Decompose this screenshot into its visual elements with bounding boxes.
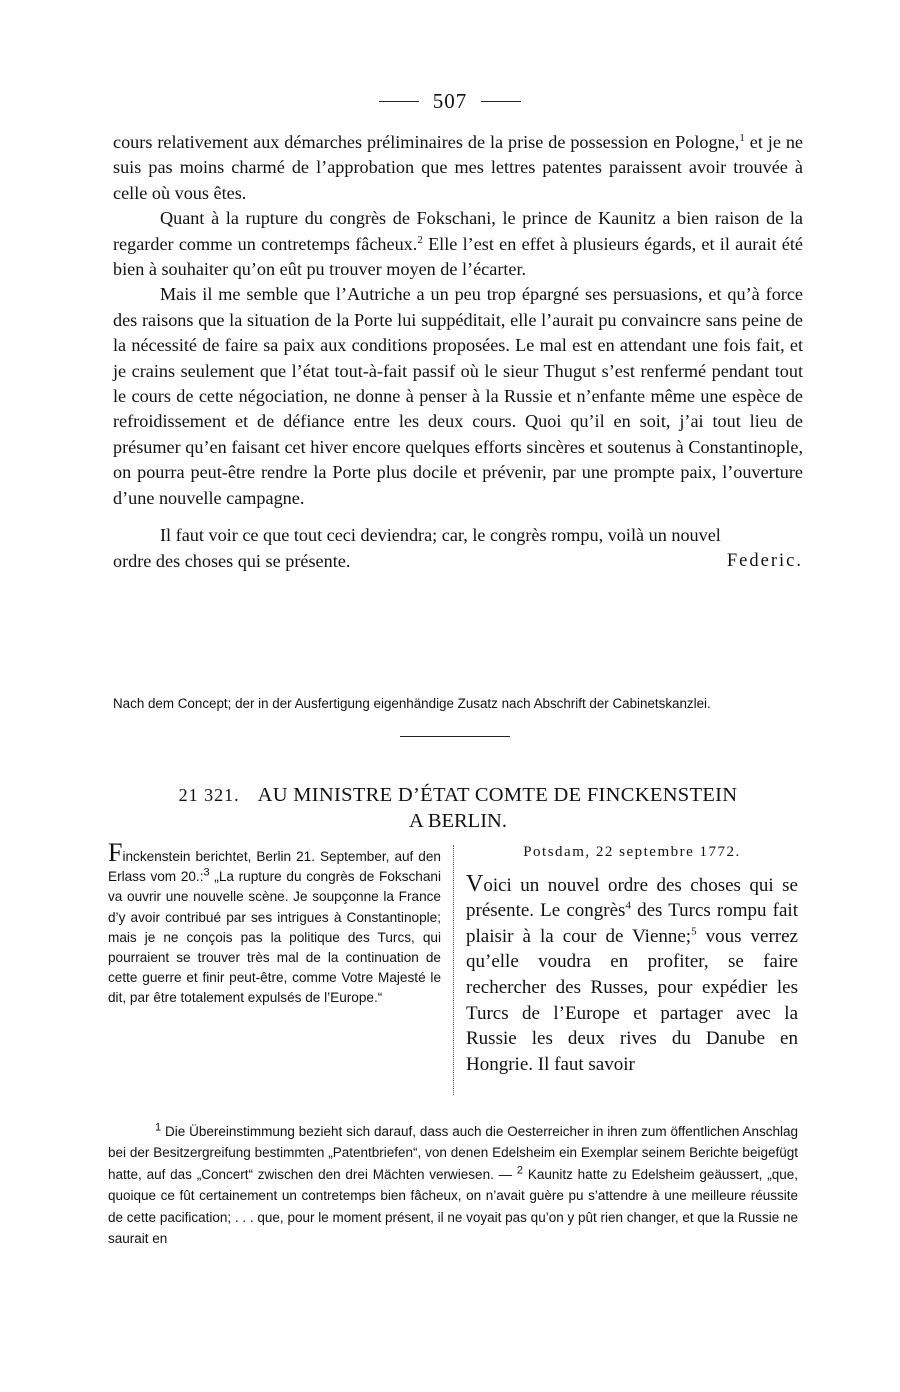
footnote-ref-3: 3 xyxy=(203,866,210,879)
signature: Federic. xyxy=(726,550,803,571)
closing-line xyxy=(113,511,803,574)
paragraph-1 xyxy=(113,130,803,206)
page-header xyxy=(0,86,900,116)
heading-line-1 xyxy=(113,782,803,808)
letter-text-a: oici un nouvel ordre des choses qui se présente. Le congrès xyxy=(466,874,798,922)
letter-body xyxy=(113,130,803,574)
paragraph-2-text: Quant à la rupture du congrès de Fokschani, le prince de Kaunitz a bien raison de la regarder comme un contretemps fâcheux. xyxy=(113,208,803,254)
letter-column xyxy=(466,840,798,1077)
document-number: 21 321. xyxy=(178,785,240,805)
paragraph-4: Il faut voir ce que tout ceci deviendra; car, le congrès rompu, voilà un nouvel ordre des choses qui se présente. xyxy=(113,525,721,571)
paragraph-2 xyxy=(113,206,803,282)
paragraph-3: Mais il me semble que l’Autriche a un peu trop épargné ses persuasions, et qu’à force des raisons que la situation de la Porte lui suppéditait, elle l’aurait pu convaincre sans peine de la nécessité de faire sa paix aux conditions proposées. Le mal est en attendant une fois fait, et je crains seulement que l’état tout-à-fait passif où le sieur Thugut s’est renfermé pendant tout le cours de cette négociation, ne donne à penser à la Russie et n’enfante même une espèce de refroidissement et de défiance entre les deux cours. Quoi qu’il en soit, j’ai tout lieu de présumer qu’en faisant cet hiver encore quelques efforts sincères et soutenus à Constantinople, on pourra peut-être rendre la Porte plus docile et prévenir, par une prompte paix, l’ouverture d’une nouvelle campagne. xyxy=(113,284,803,508)
footnote-1-text: Die Übereinstimmung bezieht sich darauf, dass auch die Oesterreicher in ihren zum öffentlichen Anschlag bei der Besitzergreifung bestimmten „Patentbriefen“, von denen Edelsheim ein Exemplar seinem Berichte beigefügt hatte, auf das „Concert“ zwischen den drei Mächten verwiesen. — xyxy=(108,1124,798,1182)
column-divider xyxy=(453,845,454,1095)
footnote-ref-4: 4 xyxy=(625,899,631,912)
dateline: Potsdam, 22 septembre 1772. xyxy=(523,844,741,860)
letter-text-c: vous verrez qu’elle voudra en profiter, se faire rechercher des Russes, pour expédier les Turcs de l’Europe et partager avec la Russie les deux rives du Danube en Hongrie. Il faut savoir xyxy=(466,925,798,1075)
footnote-1 xyxy=(108,1121,798,1249)
report-quote: „La rupture du congrès de Fokschani va ouvrir une nouvelle scène. Je soupçonne la France d’y avoir contribué par ses intrigues à Constantinople; mais je ne conçois pas la politique des Turcs, qui pourraient se trouver très mal de la continuation de cette guerre et finir peut-être, comme Votre Majesté le dit, par être totalement expulsés de l’Europe.“ xyxy=(108,869,441,1006)
letter-text-b: des Turcs rompu fait plaisir à la cour de Vienne; xyxy=(466,900,798,947)
heading-line-2: A BERLIN. xyxy=(409,810,507,832)
paragraph-1-text-cont: et je ne suis pas moins charmé de l’approbation que mes lettres patentes paraissent avoir trouvée à celle où vous êtes. xyxy=(113,132,804,203)
letter-text xyxy=(466,872,798,1078)
header-rule-left xyxy=(379,101,419,102)
paragraph-1-text: cours relativement aux démarches préliminaires de la prise de possession en Pologne, xyxy=(113,132,740,152)
section-divider xyxy=(400,736,510,737)
footnote-ref-1: 1 xyxy=(739,131,745,144)
footnotes xyxy=(108,1121,798,1249)
report-dropcap: F xyxy=(108,838,123,867)
report-text: inckenstein berichtet, Berlin 21. September, auf den Erlass vom 20.: xyxy=(108,849,441,885)
heading-title: AU MINISTRE D’ÉTAT COMTE DE FINCKENSTEIN xyxy=(257,784,738,806)
footnote-2-marker: 2 xyxy=(516,1164,524,1177)
footnote-ref-5: 5 xyxy=(691,925,697,938)
footnote-2-text: Kaunitz hatte zu Edelsheim geäussert, „que, quoique ce fût certainement un contretemps bien fâcheux, on n’avait guère pu s’attendre à une meilleure réussite de cette pacification; . . . que, pour le moment présent, il ne voyait pas qu’on y pût rien changer, et que la Russie ne saurait en xyxy=(108,1166,798,1247)
paragraph-2-text-cont: Elle l’est en effet à plusieurs égards, et il aurait été bien à souhaiter qu’on eût pu trouver moyen de l’écarter. xyxy=(113,233,803,280)
page-number: 507 xyxy=(432,88,468,113)
footnote-ref-2: 2 xyxy=(417,233,423,246)
source-note: Nach dem Concept; der in der Ausfertigung eigenhändige Zusatz nach Abschrift der Cabinetskanzlei. xyxy=(113,696,711,711)
document-heading xyxy=(113,782,803,834)
letter-dropcap: V xyxy=(466,870,484,897)
report-summary-column xyxy=(108,838,441,1009)
footnote-1-marker: 1 xyxy=(155,1121,162,1134)
header-rule-right xyxy=(481,101,521,102)
